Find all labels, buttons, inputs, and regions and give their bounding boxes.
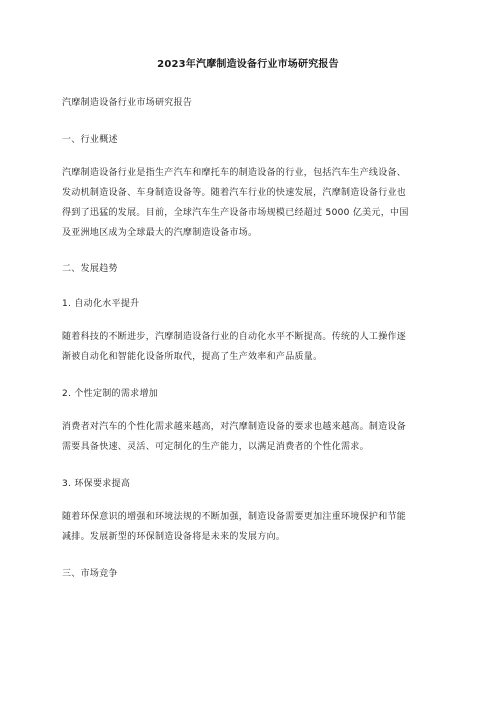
paragraph-line: 减排。发展新型的环保制造设备将是未来的发展方向。	[62, 532, 286, 542]
paragraph-line: 渐被自动化和智能化设备所取代，提高了生产效率和产品质量。	[62, 352, 323, 362]
paragraph-line: 发动机制造设备、车身制造设备等。随着汽车行业的快速发展，汽摩制造设备行业也	[62, 188, 407, 198]
paragraph-line: 得到了迅猛的发展。目前，全球汽车生产设备市场规模已经超过 5000 亿美元，中国	[62, 208, 409, 218]
subheading-automation: 1. 自动化水平提升	[62, 299, 140, 309]
paragraph-line: 随着环保意识的增强和环境法规的不断加强，制造设备需要更加注重环境保护和节能	[62, 512, 407, 522]
paragraph-line: 随着科技的不断进步，汽摩制造设备行业的自动化水平不断提高。传统的人工操作逐	[62, 332, 407, 342]
section-heading-overview: 一、行业概述	[62, 135, 118, 145]
report-subtitle: 汽摩制造设备行业市场研究报告	[62, 98, 193, 108]
section-heading-trends: 二、发展趋势	[62, 264, 118, 274]
section-heading-competition: 三、市场竞争	[62, 569, 118, 579]
paragraph-line: 需要具备快速、灵活、可定制化的生产能力，以满足消费者的个性化需求。	[62, 442, 369, 452]
paragraph-line: 及亚洲地区成为全球最大的汽摩制造设备市场。	[62, 228, 258, 238]
subheading-environment: 3. 环保要求提高	[62, 479, 131, 489]
paragraph-line: 汽摩制造设备行业是指生产汽车和摩托车的制造设备的行业，包括汽车生产线设备、	[62, 168, 407, 178]
document-title: 2023年汽摩制造设备行业市场研究报告	[157, 59, 339, 70]
subheading-customization: 2. 个性定制的需求增加	[62, 389, 159, 399]
paragraph-line: 消费者对汽车的个性化需求越来越高，对汽摩制造设备的要求也越来越高。制造设备	[62, 422, 407, 432]
